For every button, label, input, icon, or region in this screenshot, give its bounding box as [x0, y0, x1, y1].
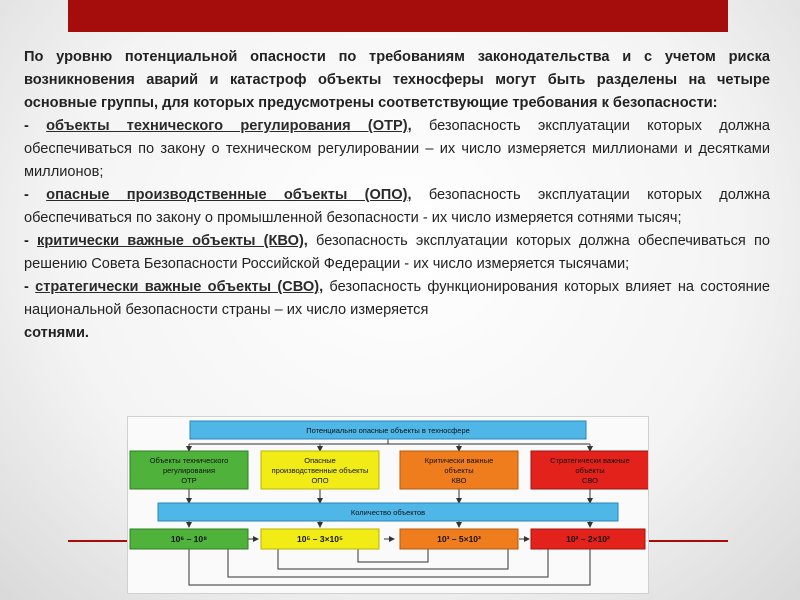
value-kvo: 10³ – 5×10³ — [437, 534, 481, 544]
group-kvo-line2: объекты — [444, 466, 474, 475]
group-svo-line3: СВО — [581, 476, 599, 485]
term-opo: опасные производственные объекты (ОПО), — [46, 187, 412, 203]
top-category-label: Потенциально опасные объекты в техносфере — [306, 426, 470, 435]
list-item-kvo — [24, 230, 770, 276]
group-opo-line1: Опасные — [304, 456, 336, 465]
term-svo: стратегически важные объекты (СВО), — [35, 279, 324, 295]
group-otr-line2: регулирования — [162, 466, 216, 475]
slide-text — [24, 46, 770, 345]
desc-opo: безопасность эксплуатации которых должна обеспечиваться по закону о промышленной безопасности - их число измеряется сотнями тысяч; — [24, 187, 771, 226]
group-svo-line1: Стратегически важные — [550, 456, 630, 465]
count-label: Количество объектов — [350, 508, 426, 517]
group-kvo-line1: Критически важные — [424, 456, 494, 465]
group-otr-line3: ОТР — [181, 476, 197, 485]
term-kvo: критически важные объекты (КВО), — [37, 233, 308, 249]
item-dash: - — [24, 187, 47, 203]
value-svo: 10² – 2×10² — [566, 534, 610, 544]
title-banner — [68, 0, 728, 32]
term-otr: объекты технического регулирования (ОТР), — [46, 118, 412, 134]
desc-kvo: безопасность эксплуатации которых должна обеспечиваться по решению Совета Безопасности Российской Федерации - их число измеряется тысячами; — [24, 233, 771, 272]
objects-diagram — [127, 416, 649, 594]
group-opo-line2: производственные объекты — [271, 466, 369, 475]
list-item-svo — [24, 276, 770, 345]
item-dash: - — [24, 279, 36, 295]
list-item-otr — [24, 115, 770, 184]
desc-svo: безопасность функционирования которых влияет на состояние национальной безопасности страны – их число измеряется — [24, 279, 770, 318]
group-otr-line1: Объекты технического — [149, 456, 229, 465]
list-item-opo — [24, 184, 770, 230]
desc-svo-tail: сотнями. — [24, 325, 89, 341]
diagram-svg — [128, 417, 648, 593]
intro-paragraph: По уровню потенциальной опасности по требованиям законодательства и с учетом риска возникновения аварий и катастроф объекты техносферы могут быть разделены на четыре основные группы, для которых предусмотрены соответствующие требования к безопасности: — [24, 49, 770, 111]
group-kvo-line3: КВО — [451, 476, 467, 485]
value-otr: 10⁶ – 10⁸ — [170, 534, 208, 544]
value-opo: 10⁵ – 3×10⁵ — [296, 534, 344, 544]
group-opo-line3: ОПО — [311, 476, 329, 485]
desc-otr: безопасность эксплуатации которых должна обеспечиваться по закону о техническом регулировании – их число измеряется миллионами и десятками миллионов; — [24, 118, 770, 180]
item-dash: - — [24, 118, 47, 134]
group-svo-line2: объекты — [575, 466, 605, 475]
item-dash: - — [24, 233, 38, 249]
